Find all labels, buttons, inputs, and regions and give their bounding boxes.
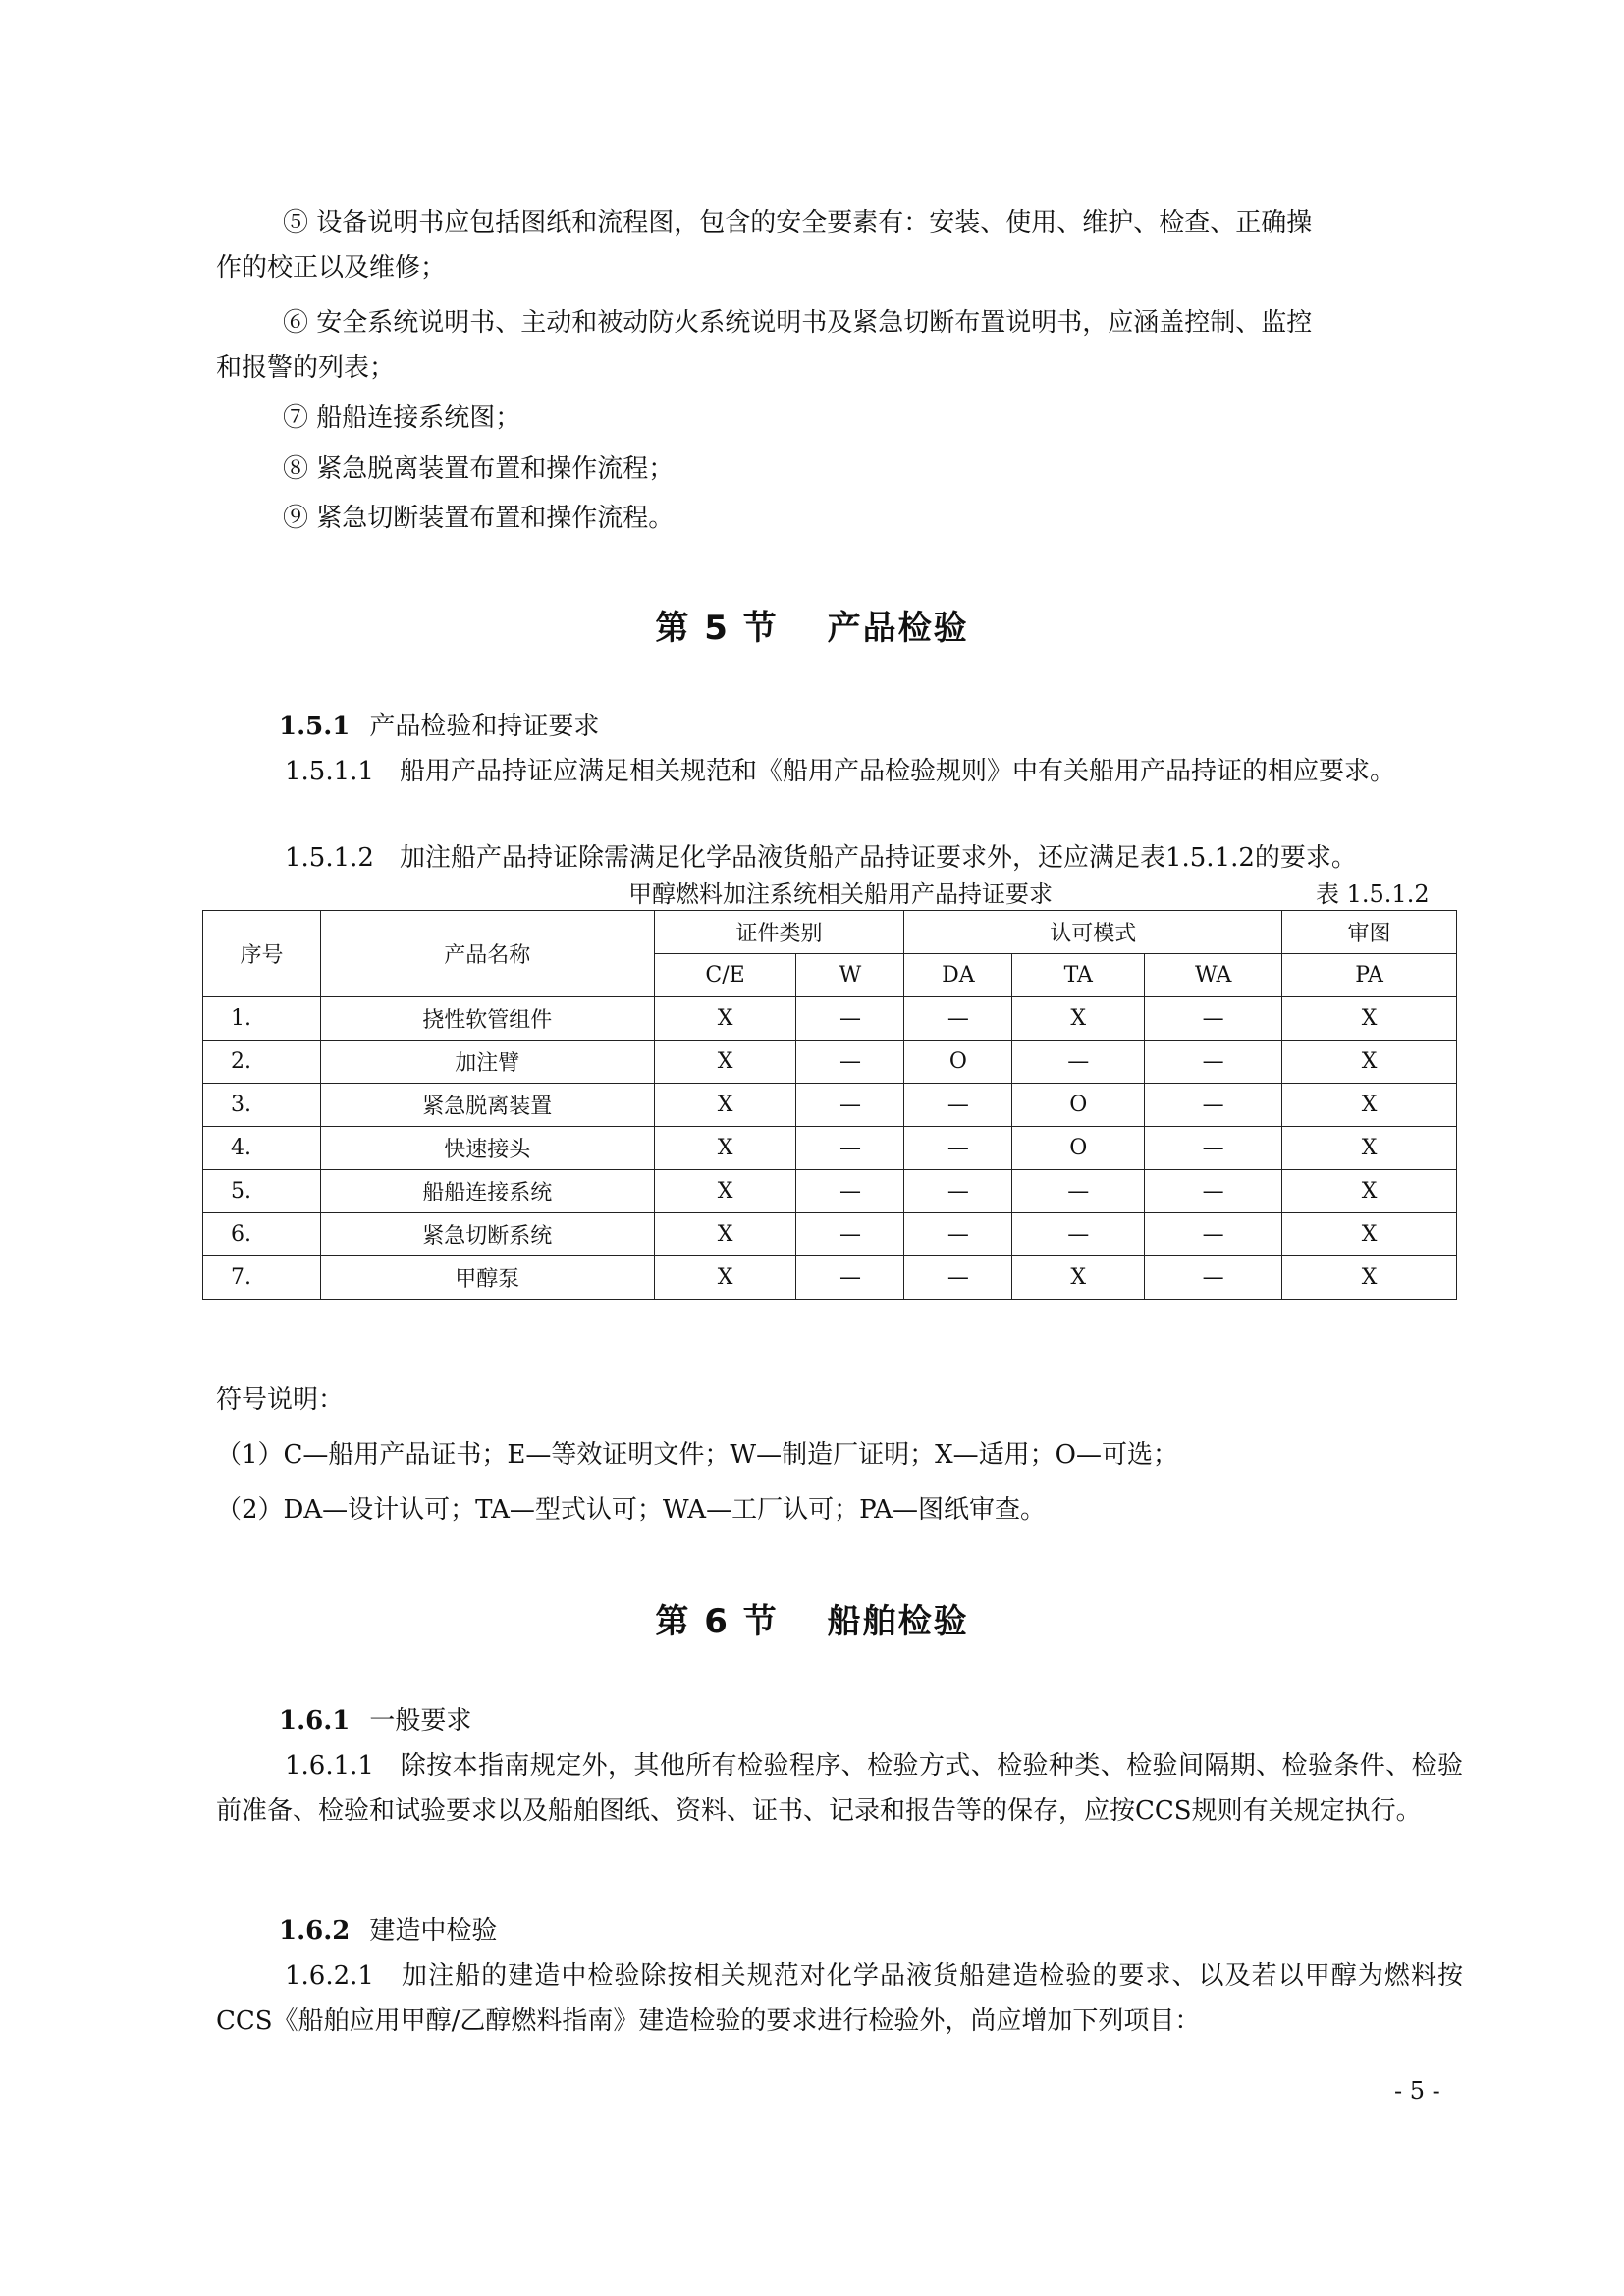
cell-wa: — xyxy=(1145,1041,1282,1084)
cell-wa: — xyxy=(1145,1127,1282,1170)
section-6-title: 第 6 节 船舶检验 xyxy=(655,1602,969,1641)
list-item-5-cont: 作的校正以及维修； xyxy=(216,253,447,283)
list-item-6: ⑥ 安全系统说明书、主动和被动防火系统说明书及紧急切断布置说明书，应涵盖控制、监控 xyxy=(283,308,1313,338)
cell-w: — xyxy=(796,1213,904,1256)
paragraph-1-5-1-1: 1.5.1.1 船用产品持证应满足相关规范和《船用产品检验规则》中有关船用产品持证的相应要求。 xyxy=(285,757,1395,786)
cell-name: 快速接头 xyxy=(320,1127,654,1170)
cell-w: — xyxy=(796,1256,904,1300)
page-number: - 5 - xyxy=(1394,2077,1440,2105)
cell-da: — xyxy=(904,997,1012,1041)
cell-w: — xyxy=(796,1127,904,1170)
cell-wa: — xyxy=(1145,1170,1282,1213)
cell-w: — xyxy=(796,1084,904,1127)
header-da: DA xyxy=(904,954,1012,997)
header-ce: C/E xyxy=(654,954,796,997)
header-w: W xyxy=(796,954,904,997)
header-cert-group: 证件类别 xyxy=(654,911,904,954)
clause-number: 1.5.1 xyxy=(279,712,351,741)
header-review-group: 审图 xyxy=(1282,911,1457,954)
header-wa: WA xyxy=(1145,954,1282,997)
cell-pa: X xyxy=(1282,1170,1457,1213)
cell-wa: — xyxy=(1145,1084,1282,1127)
cell-ta: — xyxy=(1012,1170,1145,1213)
cell-ta: X xyxy=(1012,1256,1145,1300)
table-caption: 甲醇燃料加注系统相关船用产品持证要求 xyxy=(628,881,1053,908)
header-ta: TA xyxy=(1012,954,1145,997)
list-item-6-cont: 和报警的列表； xyxy=(216,353,396,383)
cell-ce: X xyxy=(654,1127,796,1170)
table-row xyxy=(203,1127,1457,1170)
section-5-title: 第 5 节 产品检验 xyxy=(655,609,969,648)
clause-number: 1.6.2 xyxy=(279,1916,351,1946)
paragraph-1-6-1-1: 1.6.1.1 除按本指南规定外，其他所有检验程序、检验方式、检验种类、检验间隔期、检验条件、检验前准备、检验和试验要求以及船舶图纸、资料、证书、记录和报告等的保存，应按CCS规则有关规定执行。 xyxy=(216,1751,1463,1826)
cell-seq: 7. xyxy=(203,1256,321,1300)
cell-seq: 4. xyxy=(203,1127,321,1170)
cell-da: — xyxy=(904,1256,1012,1300)
table-row xyxy=(203,1213,1457,1256)
cell-da: — xyxy=(904,1084,1012,1127)
clause-title: 一般要求 xyxy=(369,1706,472,1735)
table-row xyxy=(203,997,1457,1041)
cell-pa: X xyxy=(1282,1127,1457,1170)
cell-name: 甲醇泵 xyxy=(320,1256,654,1300)
clause-1-5-1 xyxy=(279,707,599,746)
cell-seq: 6. xyxy=(203,1213,321,1256)
clause-title: 建造中检验 xyxy=(369,1916,498,1946)
header-pa: PA xyxy=(1282,954,1457,997)
cell-wa: — xyxy=(1145,1256,1282,1300)
cell-wa: — xyxy=(1145,997,1282,1041)
cell-ce: X xyxy=(654,1170,796,1213)
cell-name: 加注臂 xyxy=(320,1041,654,1084)
cell-ce: X xyxy=(654,1084,796,1127)
cell-ce: X xyxy=(654,997,796,1041)
cell-ta: O xyxy=(1012,1127,1145,1170)
cell-pa: X xyxy=(1282,1213,1457,1256)
clause-1-6-1 xyxy=(279,1701,471,1740)
list-item-8: ⑧ 紧急脱离装置布置和操作流程； xyxy=(283,454,675,484)
header-approval-group: 认可模式 xyxy=(904,911,1282,954)
cell-ce: X xyxy=(654,1041,796,1084)
table-row xyxy=(203,1084,1457,1127)
table-row xyxy=(203,1170,1457,1213)
clause-1-6-2 xyxy=(279,1911,497,1950)
cell-name: 船船连接系统 xyxy=(320,1170,654,1213)
cell-ce: X xyxy=(654,1213,796,1256)
note-1: （1）C—船用产品证书；E—等效证明文件；W—制造厂证明；X—适用；O—可选； xyxy=(216,1440,1178,1469)
cell-pa: X xyxy=(1282,997,1457,1041)
list-item-9: ⑨ 紧急切断装置布置和操作流程。 xyxy=(283,504,675,533)
cell-seq: 2. xyxy=(203,1041,321,1084)
note-2: （2）DA—设计认可；TA—型式认可；WA—工厂认可；PA—图纸审查。 xyxy=(216,1495,1046,1524)
paragraph-1-5-1-2: 1.5.1.2 加注船产品持证除需满足化学品液货船产品持证要求外，还应满足表1.5.1.2的要求。 xyxy=(285,843,1357,873)
cell-pa: X xyxy=(1282,1256,1457,1300)
paragraph-1-6-2-1: 1.6.2.1 加注船的建造中检验除按相关规范对化学品液货船建造检验的要求、以及若以甲醇为燃料按CCS《船舶应用甲醇/乙醇燃料指南》建造检验的要求进行检验外，尚应增加下列项目： xyxy=(216,1961,1463,2036)
cell-da: — xyxy=(904,1170,1012,1213)
cell-name: 挠性软管组件 xyxy=(320,997,654,1041)
cell-da: O xyxy=(904,1041,1012,1084)
cell-w: — xyxy=(796,997,904,1041)
cell-seq: 5. xyxy=(203,1170,321,1213)
cell-w: — xyxy=(796,1041,904,1084)
cell-name: 紧急脱离装置 xyxy=(320,1084,654,1127)
cell-pa: X xyxy=(1282,1084,1457,1127)
cell-pa: X xyxy=(1282,1041,1457,1084)
cell-name: 紧急切断系统 xyxy=(320,1213,654,1256)
header-seq: 序号 xyxy=(203,911,321,997)
cell-ce: X xyxy=(654,1256,796,1300)
cell-ta: X xyxy=(1012,997,1145,1041)
notes-title: 符号说明： xyxy=(216,1385,345,1415)
header-name: 产品名称 xyxy=(320,911,654,997)
cell-da: — xyxy=(904,1213,1012,1256)
list-item-7: ⑦ 船船连接系统图； xyxy=(283,403,521,433)
product-certification-table xyxy=(202,910,1457,1300)
cell-wa: — xyxy=(1145,1213,1282,1256)
cell-da: — xyxy=(904,1127,1012,1170)
cell-w: — xyxy=(796,1170,904,1213)
table-number: 表 1.5.1.2 xyxy=(1316,881,1430,908)
table-row xyxy=(203,1256,1457,1300)
cell-seq: 1. xyxy=(203,997,321,1041)
clause-title: 产品检验和持证要求 xyxy=(369,712,600,741)
cell-ta: — xyxy=(1012,1213,1145,1256)
list-item-5: ⑤ 设备说明书应包括图纸和流程图，包含的安全要素有：安装、使用、维护、检查、正确操 xyxy=(283,208,1313,238)
clause-number: 1.6.1 xyxy=(279,1706,351,1735)
cell-ta: — xyxy=(1012,1041,1145,1084)
cell-ta: O xyxy=(1012,1084,1145,1127)
cell-seq: 3. xyxy=(203,1084,321,1127)
table-row xyxy=(203,1041,1457,1084)
